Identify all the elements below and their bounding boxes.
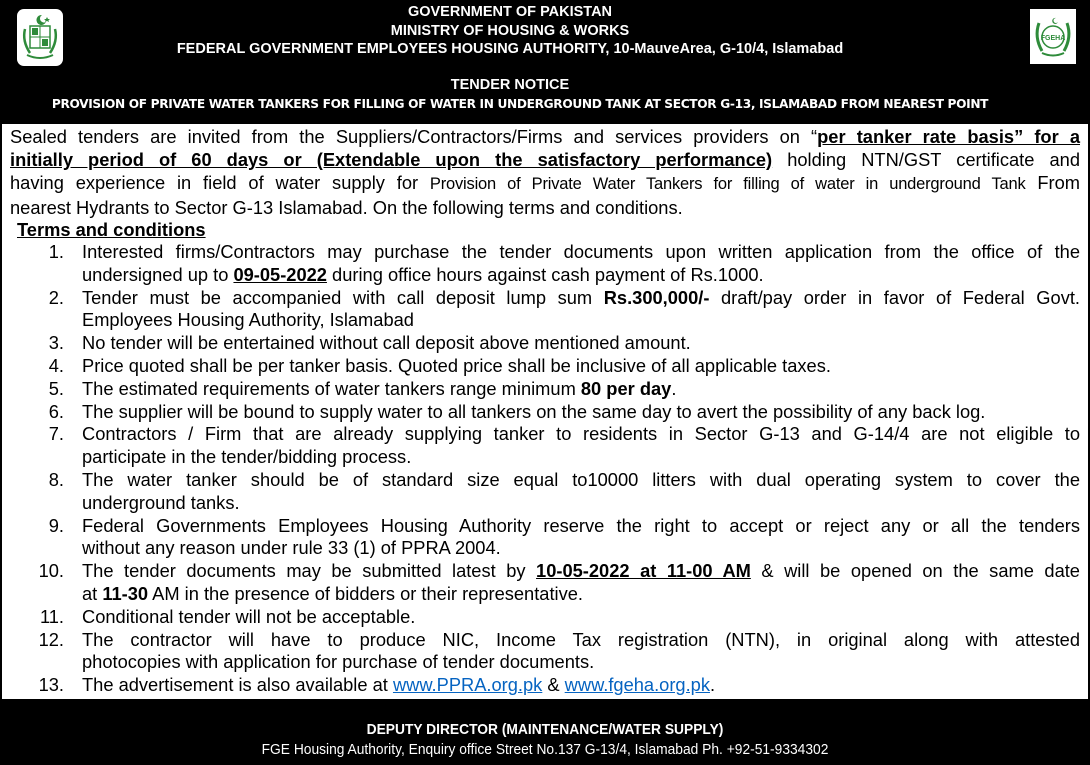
term-item-10 <box>2 560 1080 606</box>
term-text: Federal Governments Employees Housing Authority reserve the right to accept or reject any or all the tenders <box>82 514 1080 536</box>
term-number: 10. <box>38 560 64 582</box>
opening-time: 11-30 <box>102 582 149 604</box>
term-text: The estimated requirements of water tankers range minimum <box>82 377 581 399</box>
term-text: without any reason under rule 33 (1) of PPRA 2004. <box>82 537 501 559</box>
header-government: GOVERNMENT OF PAKISTAN <box>407 4 613 20</box>
fgeha-link[interactable]: www.fgeha.org.pk <box>564 674 710 696</box>
purchase-deadline-date: 09-05-2022 <box>233 263 327 285</box>
tender-notice-title: TENDER NOTICE <box>450 77 570 93</box>
term-item-1 <box>2 241 1080 287</box>
term-item-11 <box>2 606 1080 629</box>
term-text: The contractor will have to produce NIC, Income Tax registration (NTN), in original along with attested <box>82 628 1080 650</box>
term-text: draft/pay order in favor of Federal Govt. <box>709 286 1080 308</box>
term-item-8 <box>2 469 1080 515</box>
header-ministry: MINISTRY OF HOUSING & WORKS <box>390 23 630 39</box>
ppra-link[interactable]: www.PPRA.org.pk <box>392 674 543 696</box>
submission-deadline: 10-05-2022 at 11-00 AM <box>536 560 751 582</box>
notice-header <box>0 0 1090 124</box>
signatory-title: DEPUTY DIRECTOR (MAINTENANCE/WATER SUPPLY) <box>366 721 724 738</box>
term-text: at <box>82 582 103 604</box>
term-number: 2. <box>48 286 64 308</box>
term-number: 1. <box>48 241 64 262</box>
term-text: underground tanks. <box>82 491 240 513</box>
notice-footer <box>0 720 1090 760</box>
notice-body <box>2 124 1088 699</box>
term-number: 3. <box>48 332 64 354</box>
deposit-amount: Rs.300,000/- <box>603 286 710 308</box>
fgeha-emblem-icon <box>1030 9 1076 64</box>
intro-period-duration: of 60 days or (Extendable upon the satisfactory performance) <box>158 149 773 170</box>
term-item-9 <box>2 515 1080 561</box>
intro-provision: Provision of Private Water Tankers for filling of water in underground Tank <box>429 175 1026 193</box>
term-item-12 <box>2 629 1080 675</box>
term-text: Contractors / Firm that are already supplying tanker to residents in Sector G-13 and G-14/4 are not eligible to <box>82 423 1080 445</box>
term-item-6 <box>2 401 1080 424</box>
fgeha-logo-text: FGEHA <box>1040 35 1066 42</box>
intro-rate-basis: per tanker rate basis” for a <box>817 126 1080 147</box>
intro-initially-period: initially period <box>10 149 159 170</box>
term-text: No tender will be entertained without call deposit above mentioned amount. <box>82 332 691 354</box>
term-text: Tender must be accompanied with call deposit lump sum <box>82 286 604 308</box>
term-item-4 <box>2 355 1080 378</box>
term-text: Price quoted shall be per tanker basis. Quoted price shall be inclusive of all applicable taxes. <box>82 354 831 376</box>
terms-list <box>2 241 1082 697</box>
term-text: Conditional tender will not be acceptable. <box>82 605 416 627</box>
term-text: . <box>671 377 677 399</box>
term-text: participate in the tender/bidding process. <box>82 446 412 468</box>
term-item-5 <box>2 378 1080 401</box>
term-number: 5. <box>48 377 64 399</box>
term-item-3 <box>2 332 1080 355</box>
intro-text: having experience in field of water supply for <box>10 172 430 193</box>
term-number: 4. <box>48 354 64 376</box>
intro-text: holding NTN/GST certificate and <box>772 149 1080 170</box>
term-text: during office hours against cash payment of Rs.1000. <box>326 263 764 285</box>
term-number: 13. <box>38 674 64 696</box>
term-text: photocopies with application for purchase of tender documents. <box>82 651 595 673</box>
term-number: 11. <box>39 605 64 627</box>
term-item-13 <box>2 674 1080 697</box>
tender-subject: PROVISION OF PRIVATE WATER TANKERS FOR FILLING OF WATER IN UNDERGROUND TANK AT SECTOR G-13, ISLAMABAD FROM NEAREST POINT <box>51 97 989 111</box>
intro-text: nearest Hydrants to Sector G-13 Islamabad. On the following terms and conditions. <box>10 197 683 218</box>
office-address: FGE Housing Authority, Enquiry office Street No.137 G-13/4, Islamabad Ph. +92-51-9334302 <box>261 741 829 758</box>
term-item-7 <box>2 423 1080 469</box>
term-text: The tender documents may be submitted latest by <box>82 560 537 582</box>
intro-text: Sealed tenders are invited from the Suppliers/Contractors/Firms and services providers on “ <box>10 126 818 147</box>
term-text: The supplier will be bound to supply water to all tankers on the same day to avert the possibility of any back log. <box>82 400 986 422</box>
term-text: Interested firms/Contractors may purchase the tender documents upon written application from the office of the <box>82 241 1080 262</box>
term-number: 7. <box>48 423 64 445</box>
term-text: The advertisement is also available at <box>82 674 393 696</box>
terms-heading: Terms and conditions <box>17 219 206 240</box>
term-text: & <box>542 674 565 696</box>
term-text: undersigned up to <box>82 263 234 285</box>
term-text: Employees Housing Authority, Islamabad <box>82 309 414 331</box>
term-number: 12. <box>38 628 64 650</box>
term-number: 9. <box>48 514 64 536</box>
intro-paragraph <box>10 125 1080 219</box>
term-text: The water tanker should be of standard size equal to10000 litters with dual operating system to cover the <box>82 468 1080 490</box>
header-authority: FEDERAL GOVERNMENT EMPLOYEES HOUSING AUTHORITY, 10-MauveArea, G-10/4, Islamabad <box>176 41 844 57</box>
intro-text: From <box>1025 172 1080 193</box>
term-number: 6. <box>48 400 64 422</box>
fgeha-logo <box>1030 9 1076 64</box>
term-number: 8. <box>48 468 64 490</box>
term-text: . <box>709 674 716 696</box>
term-item-2 <box>2 287 1080 333</box>
daily-requirement: 80 per day <box>580 377 672 399</box>
term-text: AM in the presence of bidders or their representative. <box>148 582 583 604</box>
term-text: & will be opened on the same date <box>750 560 1080 582</box>
